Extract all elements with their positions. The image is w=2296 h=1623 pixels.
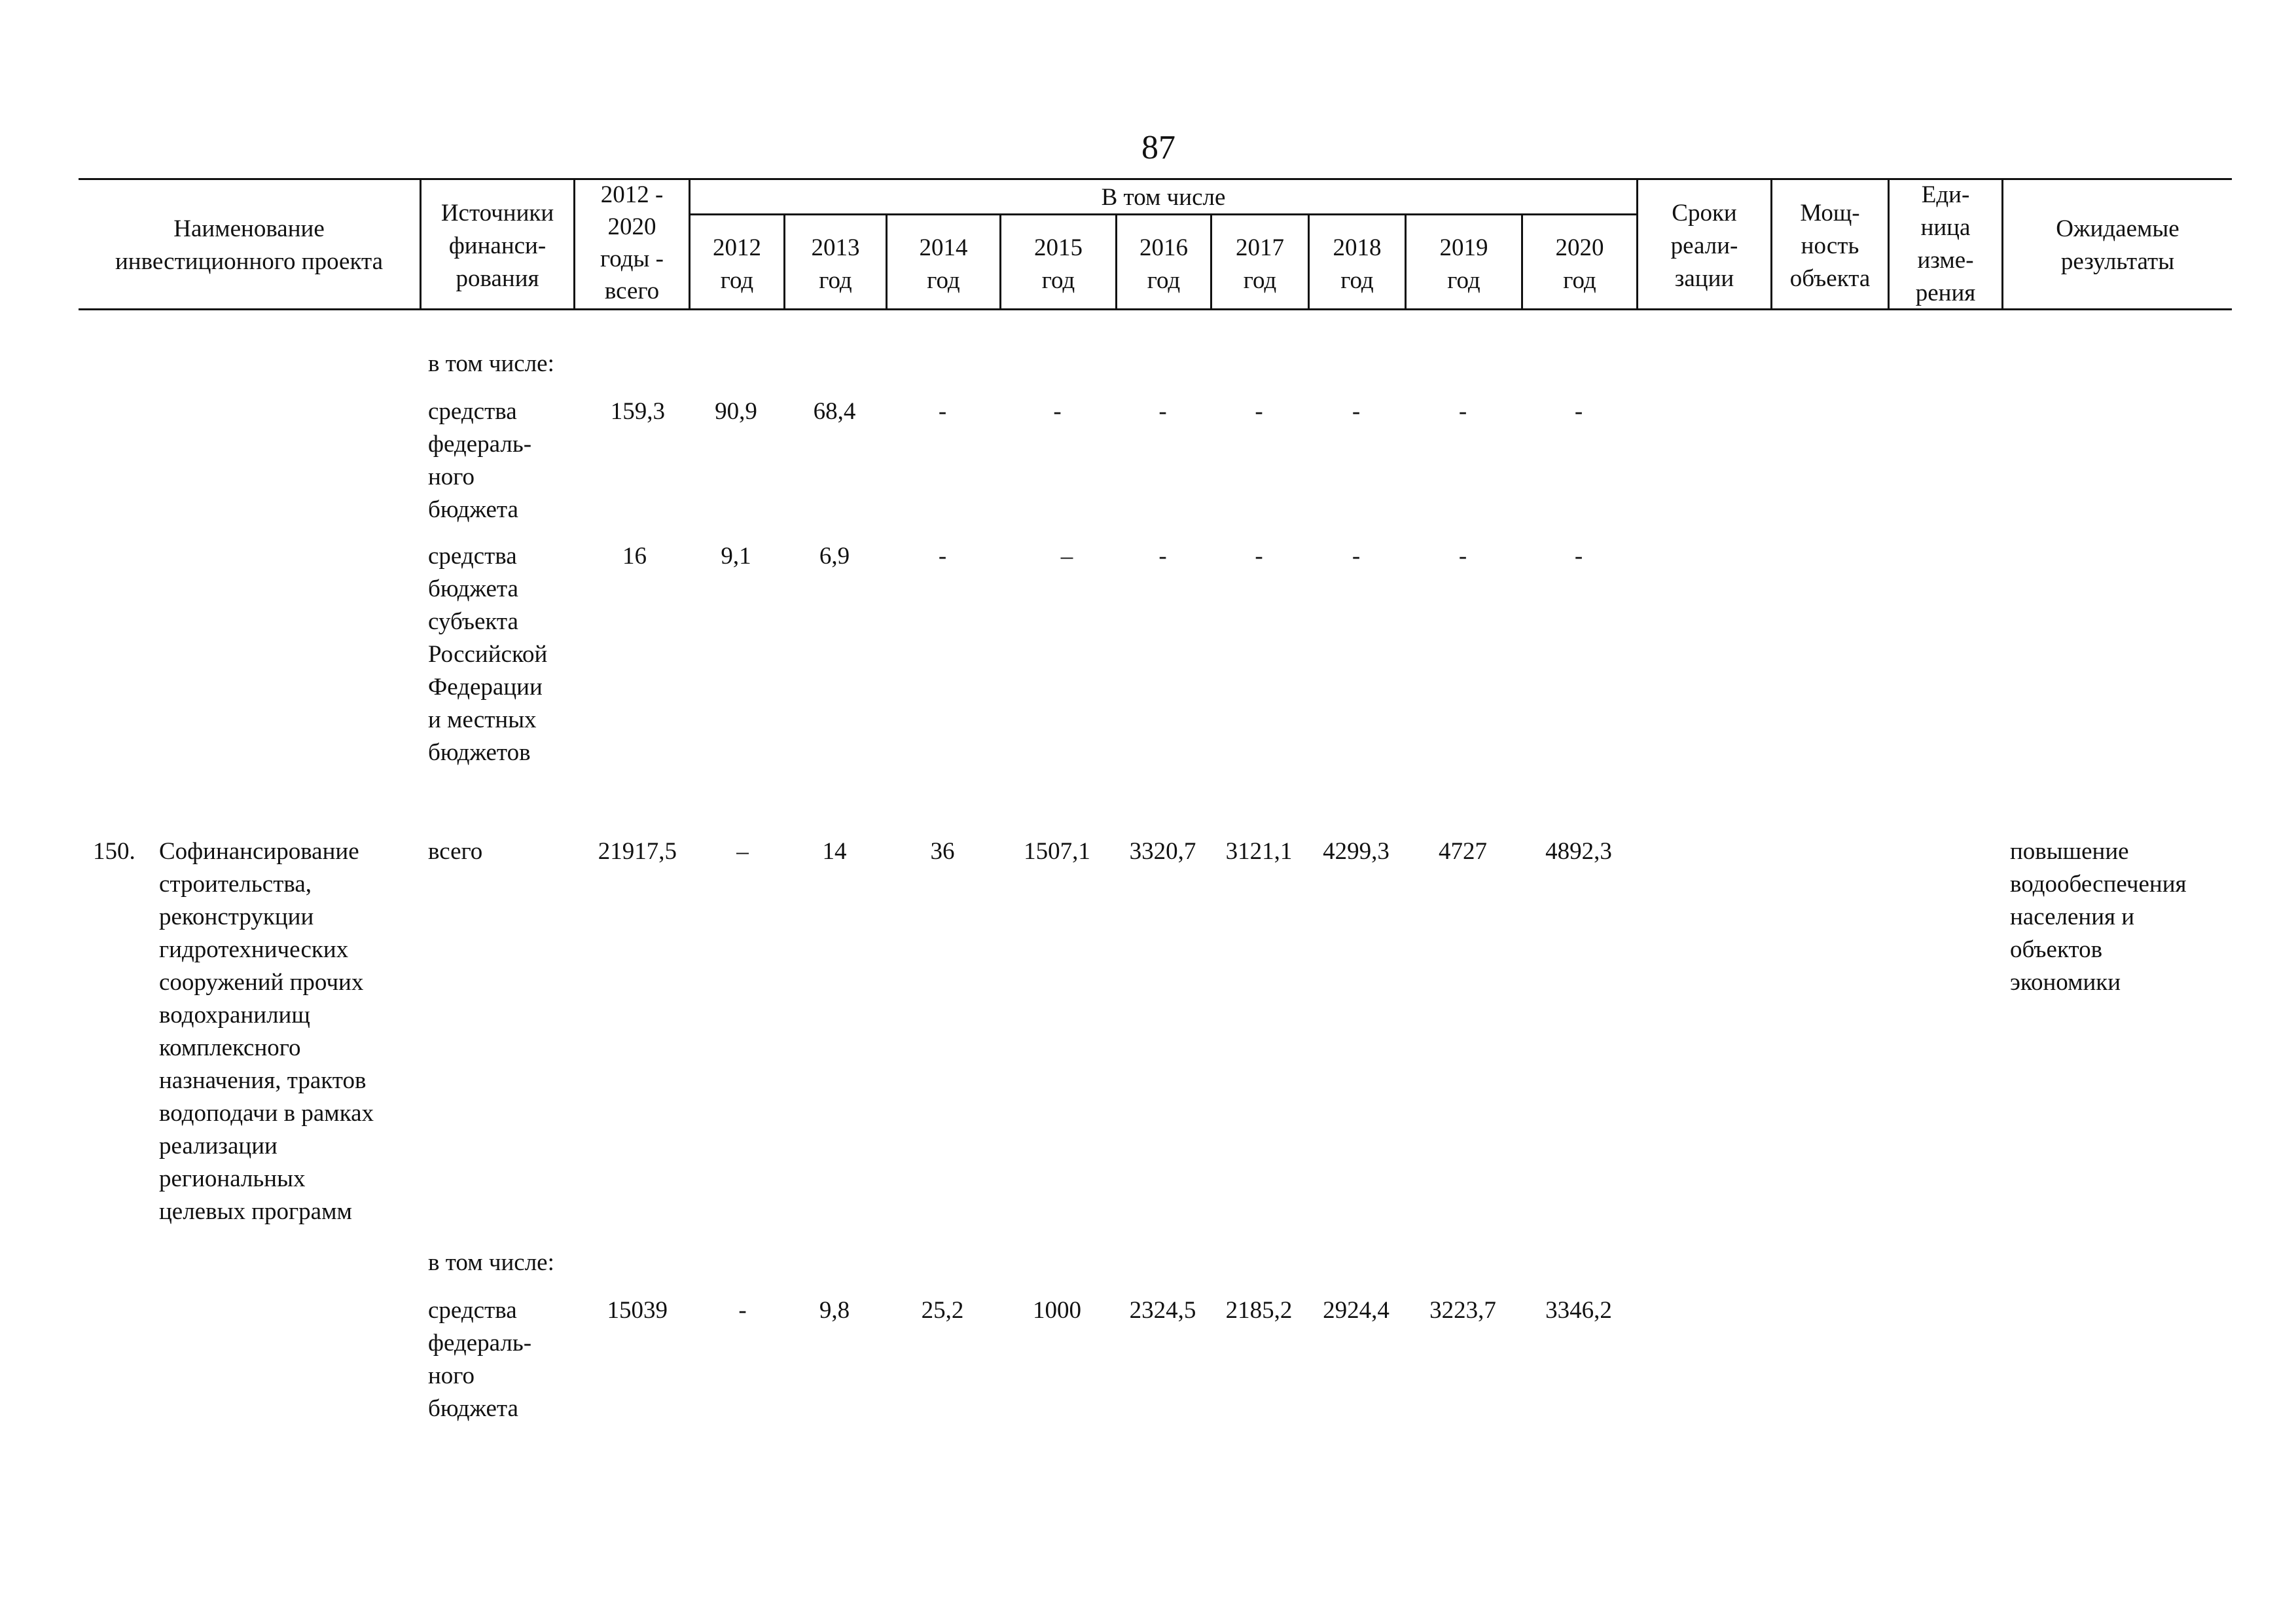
- cell-2013: 6,9: [819, 543, 850, 570]
- cell-2014: -: [938, 398, 947, 425]
- project-name: Софинансирование строительства, реконструкции гидротехнических сооружений прочих водохранилищ комплексного назначения, трактов водоподачи в рамках реализации региональных целевых программ: [159, 838, 374, 1225]
- project-number: 150.: [93, 838, 135, 865]
- expected-results: повышение водообеспечения населения и объектов экономики: [2010, 838, 2187, 996]
- cell-2017: 3121,1: [1225, 838, 1293, 865]
- header-2017: 2017 год: [1236, 234, 1284, 294]
- cell-2020: -: [1574, 543, 1583, 570]
- cell-2014: -: [938, 543, 947, 570]
- cell-2013: 9,8: [819, 1297, 850, 1324]
- cell-2018: -: [1352, 398, 1361, 425]
- cell-total: 159,3: [610, 398, 665, 425]
- header-results: Ожидаемые результаты: [2056, 215, 2179, 275]
- cell-2017: 2185,2: [1225, 1297, 1293, 1324]
- header-2013: 2013 год: [811, 234, 860, 294]
- cell-2017: -: [1255, 398, 1263, 425]
- including-label: в том числе:: [428, 350, 554, 377]
- header-total: 2012 - 2020 годы - всего: [600, 181, 664, 304]
- header-2016: 2016 год: [1139, 234, 1188, 294]
- cell-2015: 1000: [1033, 1297, 1081, 1324]
- cell-2020: 3346,2: [1545, 1297, 1612, 1324]
- header-including: В том числе: [1101, 184, 1226, 211]
- header-terms: Сроки реали- зации: [1670, 200, 1738, 292]
- header-sources: Источники финанси- рования: [440, 200, 554, 292]
- cell-total: 15039: [607, 1297, 668, 1324]
- cell-2019: -: [1458, 543, 1467, 570]
- cell-2018: -: [1352, 543, 1361, 570]
- header-2012: 2012 год: [713, 234, 761, 294]
- cell-2012: 9,1: [721, 543, 751, 570]
- cell-2012: 90,9: [715, 398, 757, 425]
- page-number: 87: [1141, 129, 1175, 166]
- cell-2013: 68,4: [813, 398, 856, 425]
- header-2019: 2019 год: [1439, 234, 1488, 294]
- cell-total: 21917,5: [598, 838, 677, 865]
- cell-2016: -: [1158, 543, 1167, 570]
- header-2018: 2018 год: [1333, 234, 1382, 294]
- cell-2012: -: [738, 1297, 747, 1324]
- cell-2018: 2924,4: [1323, 1297, 1390, 1324]
- source-federal-budget: средства федераль- ного бюджета: [428, 1297, 532, 1422]
- header-2014: 2014 год: [919, 234, 968, 294]
- cell-2015: –: [1060, 543, 1073, 570]
- source-total-label: всего: [428, 838, 483, 865]
- cell-2016: 3320,7: [1129, 838, 1196, 865]
- cell-2019: -: [1458, 398, 1467, 425]
- cell-2018: 4299,3: [1323, 838, 1390, 865]
- header-2015: 2015 год: [1034, 234, 1083, 294]
- cell-2012: –: [736, 838, 749, 865]
- cell-2014: 36: [930, 838, 955, 865]
- source-regional-budget: средства бюджета субъекта Российской Федерации и местных бюджетов: [428, 543, 548, 766]
- cell-2016: -: [1158, 398, 1167, 425]
- source-federal-budget: средства федераль- ного бюджета: [428, 398, 532, 523]
- cell-2013: 14: [822, 838, 847, 865]
- header-capacity: Мощ- ность объекта: [1789, 200, 1871, 292]
- cell-2019: 3223,7: [1429, 1297, 1496, 1324]
- cell-2020: -: [1574, 398, 1583, 425]
- cell-2015: -: [1053, 398, 1062, 425]
- including-label: в том числе:: [428, 1249, 554, 1276]
- cell-2014: 25,2: [921, 1297, 964, 1324]
- cell-2016: 2324,5: [1129, 1297, 1196, 1324]
- cell-2019: 4727: [1439, 838, 1487, 865]
- cell-2017: -: [1255, 543, 1263, 570]
- cell-2020: 4892,3: [1545, 838, 1612, 865]
- cell-2015: 1507,1: [1024, 838, 1090, 865]
- header-name: Наименование инвестиционного проекта: [115, 215, 383, 275]
- cell-total: 16: [622, 543, 647, 570]
- header-unit: Еди- ница изме- рения: [1915, 181, 1976, 306]
- header-2020: 2020 год: [1555, 234, 1604, 294]
